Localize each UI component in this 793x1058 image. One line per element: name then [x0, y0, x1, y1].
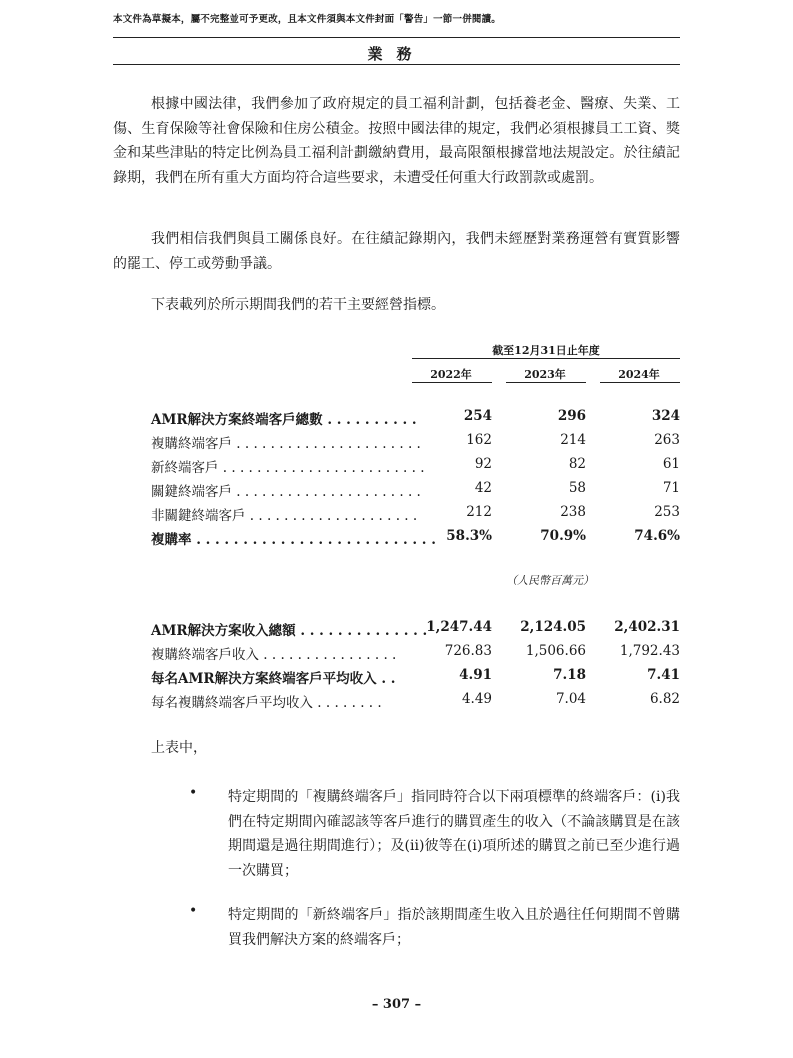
column-header-2022: 2022年 [430, 368, 472, 381]
table-row-label: 關鍵終端客戶 . . . . . . . . . . . . . . . . . . . . . . [151, 484, 421, 500]
bullet-marker: • [189, 785, 198, 801]
table-cell: 92 [474, 456, 492, 472]
table-cell: 82 [568, 456, 586, 472]
column-rule-2024 [600, 382, 680, 383]
table-row-label: 非關鍵終端客戶 . . . . . . . . . . . . . . . . . . . . [151, 508, 418, 524]
table-cell: 1,247.44 [426, 619, 492, 635]
bullet-text-repeat-customers: 特定期間的「複購終端客戶」指同時符合以下兩項標準的終端客戶：(i)我們在特定期間內確認該等客戶進行的購買產生的收入（不論該購買是在該期間還是過往期間進行）；及(ii)彼等在(i)項所述的購買之前已至少進行過一次購買； [228, 789, 680, 879]
column-header-2024: 2024年 [618, 368, 660, 381]
column-rule-2023 [506, 382, 586, 383]
section-title: 業務 [367, 45, 426, 63]
bullet-marker: • [189, 903, 198, 919]
table-cell: 74.6% [634, 528, 680, 544]
table-cell: 214 [560, 432, 586, 448]
header-top-rule [113, 37, 680, 38]
group-header-rule [412, 358, 680, 359]
table-cell: 2,124.05 [520, 619, 586, 635]
table-row-label: 每名複購終端客戶平均收入 . . . . . . . . [151, 695, 382, 711]
table-cell: 7.18 [553, 667, 586, 683]
table-cell: 263 [654, 432, 680, 448]
notes-intro: 上表中， [151, 740, 207, 756]
table-cell: 238 [560, 504, 586, 520]
table-row-label: 每名AMR解決方案終端客戶平均收入 . . [151, 671, 396, 687]
table-cell: 254 [463, 408, 492, 424]
table-cell: 2,402.31 [614, 619, 680, 635]
page-number: – 307 – [371, 997, 422, 1012]
bullet-text-new-customers: 特定期間的「新終端客戶」指於該期間產生收入且於過往任何期間不曾購買我們解決方案的終端客戶； [228, 907, 680, 948]
column-rule-2022 [412, 382, 492, 383]
table-row-label: AMR解決方案收入總額 . . . . . . . . . . . . . . [151, 623, 428, 639]
table-cell: 253 [654, 504, 680, 520]
table-row-label: 複購終端客戶收入 . . . . . . . . . . . . . . . . [151, 647, 397, 663]
table-cell: 162 [466, 432, 492, 448]
table-cell: 6.82 [649, 691, 680, 707]
paragraph-table-intro: 下表載列於所示期間我們的若干主要經營指標。 [151, 297, 445, 313]
table-group-header: 截至12月31日止年度 [492, 344, 600, 357]
paragraph-employee-relations: 我們相信我們與員工關係良好。在往績記錄期內，我們未經歷對業務運營有實質影響的罷工、停工或勞動爭議。 [113, 231, 680, 272]
table-cell: 70.9% [540, 528, 586, 544]
table-cell: 324 [651, 408, 680, 424]
table-cell: 58 [568, 480, 586, 496]
header-bottom-rule [113, 64, 680, 65]
column-header-2023: 2023年 [524, 368, 566, 381]
table-cell: 4.49 [461, 691, 492, 707]
table-row-label: 複購終端客戶 . . . . . . . . . . . . . . . . . . . . . . [151, 436, 421, 452]
table-cell: 58.3% [446, 528, 492, 544]
table-cell: 42 [474, 480, 492, 496]
unit-note: （人民幣百萬元） [506, 574, 594, 587]
table-cell: 7.04 [555, 691, 586, 707]
table-cell: 7.41 [647, 667, 680, 683]
table-cell: 71 [662, 480, 680, 496]
table-row-label: 新終端客戶 . . . . . . . . . . . . . . . . . . . . . . . . [151, 460, 425, 476]
table-row-label: 複購率 . . . . . . . . . . . . . . . . . . . . . . . . . . [151, 532, 436, 548]
draft-disclaimer: 本文件為草擬本，屬不完整並可予更改，且本文件須與本文件封面「警告」一節一併閱讀。 [113, 14, 502, 25]
table-cell: 61 [662, 456, 680, 472]
table-cell: 212 [466, 504, 492, 520]
paragraph-employee-benefits: 根據中國法律，我們參加了政府規定的員工福利計劃，包括養老金、醫療、失業、工傷、生育保險等社會保險和住房公積金。按照中國法律的規定，我們必須根據員工工資、獎金和某些津貼的特定比例為員工福利計劃繳納費用，最高限額根據當地法規設定。於往績記錄期，我們在所有重大方面均符合這些要求，未遭受任何重大行政罰款或處罰。 [113, 96, 680, 186]
table-cell: 1,792.43 [619, 643, 680, 659]
table-cell: 296 [557, 408, 586, 424]
table-cell: 4.91 [459, 667, 492, 683]
table-cell: 1,506.66 [525, 643, 586, 659]
table-cell: 726.83 [444, 643, 492, 659]
table-row-label: AMR解決方案終端客戶總數 . . . . . . . . . . [151, 412, 417, 428]
